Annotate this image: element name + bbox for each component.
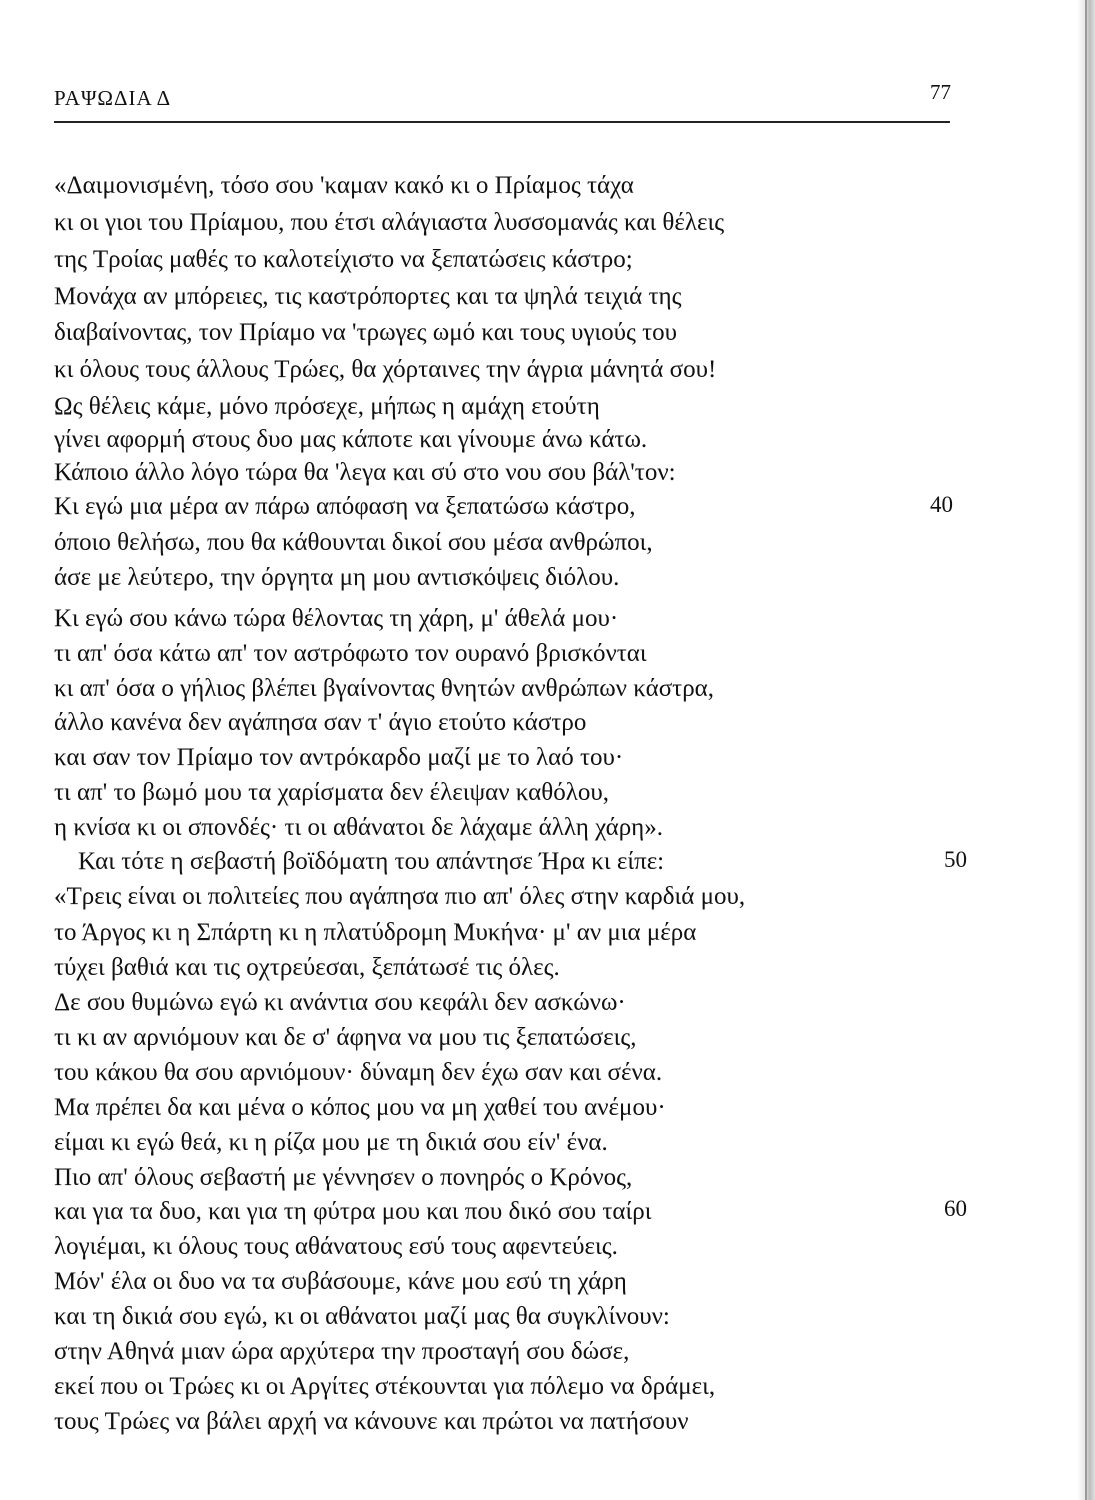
verse-line: και για τα δυο, και για τη φύτρα μου και που δικό σου ταίρι — [54, 1198, 652, 1225]
verse-line: το Άργος κι η Σπάρτη κι η πλατύδρομη Μυκήνα· μ' αν μια μέρα — [54, 919, 697, 946]
verse-line: «Τρεις είναι οι πολιτείες που αγάπησα πιο απ' όλες στην καρδιά μου, — [54, 883, 746, 910]
verse-line: Ως θέλεις κάμε, μόνο πρόσεχε, μήπως η αμάχη ετούτη — [54, 393, 600, 420]
line-number-40: 40 — [930, 492, 953, 517]
verse-line: άλλο κανένα δεν αγάπησα σαν τ' άγιο ετούτο κάστρο — [54, 709, 587, 736]
running-header-title: ΡΑΨΩΔΙΑ Δ — [54, 86, 172, 110]
verse-line: της Τροίας μαθές το καλοτείχιστο να ξεπατώσεις κάστρο; — [54, 246, 633, 273]
verse-line: εκεί που οι Τρώες κι οι Αργίτες στέκουνται για πόλεμο να δράμει, — [54, 1373, 716, 1400]
page-number: 77 — [930, 80, 951, 104]
verse-line: τους Τρώες να βάλει αρχή να κάνουνε και πρώτοι να πατήσουν — [54, 1408, 689, 1435]
verse-line: διαβαίνοντας, τον Πρίαμο να 'τρωγες ωμό και τους υγιούς του — [54, 319, 678, 346]
verse-line: είμαι κι εγώ θεά, κι η ρίζα μου με τη δικιά σου είν' ένα. — [54, 1129, 608, 1156]
verse-line: Δε σου θυμώνω εγώ κι ανάντια σου κεφάλι δεν ασκώνω· — [54, 989, 626, 1016]
verse-line: γίνει αφορμή στους δυο μας κάποτε και γίνουμε άνω κάτω. — [54, 426, 648, 453]
verse-line: τι απ' όσα κάτω απ' τον αστρόφωτο τον ουρανό βρισκόνται — [54, 640, 647, 667]
verse-line: του κάκου θα σου αρνιόμουν· δύναμη δεν έχω σαν και σένα. — [54, 1059, 663, 1086]
header-rule — [54, 121, 950, 123]
line-number-60: 60 — [944, 1196, 967, 1221]
verse-line: και τη δικιά σου εγώ, κι οι αθάνατοι μαζί μας θα συγκλίνουν: — [54, 1303, 670, 1330]
verse-line: Πιο απ' όλους σεβαστή με γέννησεν ο πονηρός ο Κρόνος, — [54, 1164, 633, 1191]
verse-line: Κι εγώ μια μέρα αν πάρω απόφαση να ξεπατώσω κάστρο, — [54, 493, 636, 520]
verse-line: Κι εγώ σου κάνω τώρα θέλοντας τη χάρη, μ' άθελά μου· — [54, 605, 619, 632]
verse-line: στην Αθηνά μιαν ώρα αρχύτερα την προσταγή σου δώσε, — [54, 1338, 630, 1365]
verse-line: τι κι αν αρνιόμουν και δε σ' άφηνα να μου τις ξεπατώσεις, — [54, 1024, 637, 1051]
verse-line: η κνίσα κι οι σπονδές· τι οι αθάνατοι δε λάχαμε άλλη χάρη». — [54, 814, 664, 841]
verse-line: λογιέμαι, κι όλους τους αθάνατους εσύ τους αφεντεύεις. — [54, 1233, 618, 1260]
verse-line: τι απ' το βωμό μου τα χαρίσματα δεν έλειψαν καθόλου, — [54, 779, 609, 806]
verse-line: όποιο θελήσω, που θα κάθουνται δικοί σου μέσα ανθρώποι, — [54, 529, 653, 556]
verse-line: Και τότε η σεβαστή βοϊδόματη του απάντησε Ήρα κι είπε: — [78, 848, 665, 875]
verse-line: άσε με λεύτερο, την όργητα μη μου αντισκόψεις διόλου. — [54, 564, 620, 591]
verse-line: Μονάχα αν μπόρειες, τις καστρόπορτες και τα ψηλά τειχιά της — [54, 283, 682, 310]
verse-line: κι όλους τους άλλους Τρώες, θα χόρταινες την άγρια μάνητά σου! — [54, 356, 717, 383]
verse-line: τύχει βαθιά και τις οχτρεύεσαι, ξεπάτωσέ τις όλες. — [54, 954, 560, 981]
verse-line: Μόν' έλα οι δυο να τα συβάσουμε, κάνε μου εσύ τη χάρη — [54, 1268, 627, 1295]
verse-line: κι απ' όσα ο γήλιος βλέπει βγαίνοντας θνητών ανθρώπων κάστρα, — [54, 675, 715, 702]
verse-line: Μα πρέπει δα και μένα ο κόπος μου να μη χαθεί του ανέμου· — [54, 1094, 666, 1121]
page-gutter-line — [1085, 0, 1087, 1500]
verse-line: και σαν τον Πρίαμο τον αντρόκαρδο μαζί με το λαό του· — [54, 744, 624, 771]
line-number-50: 50 — [944, 847, 967, 872]
verse-line: κι οι γιοι του Πρίαμου, που έτσι αλάγιαστα λυσσομανάς και θέλεις — [54, 209, 725, 236]
verse-line: Κάποιο άλλο λόγο τώρα θα 'λεγα και σύ στο νου σου βάλ'τον: — [54, 459, 676, 486]
verse-line: «Δαιμονισμένη, τόσο σου 'καμαν κακό κι ο Πρίαμος τάχα — [54, 172, 634, 199]
